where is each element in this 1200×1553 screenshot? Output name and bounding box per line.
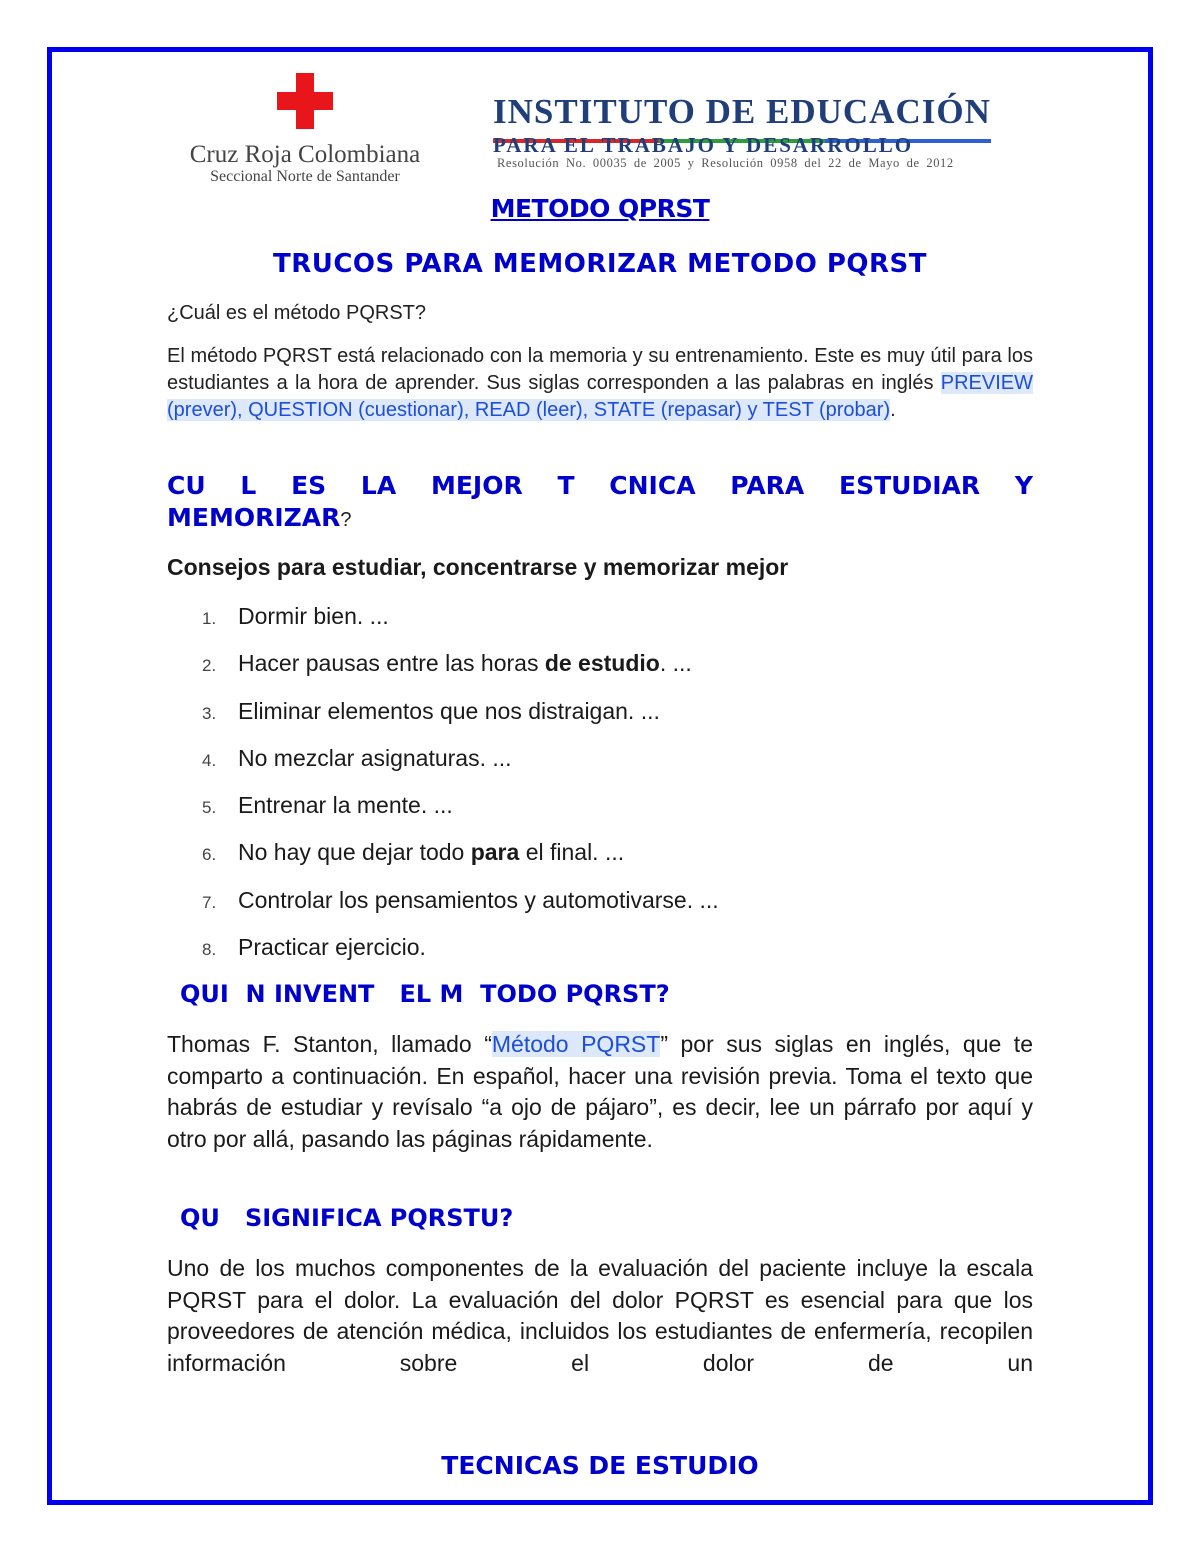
list-item: 2. Hacer pausas entre las horas de estudio. ...: [202, 650, 692, 676]
cruz-roja-subtitle: Seccional Norte de Santander: [210, 168, 400, 185]
institute-subtitle: PARA EL TRABAJO Y DESARROLLO: [493, 133, 914, 157]
meaning-paragraph: Uno de los muchos componentes de la evaluación del paciente incluye la escala PQRST para el dolor. La evaluación del dolor PQRST es esencial para que los proveedores de atención médica, incluidos los estudiantes de enfermería, recopilen información sobre el dolor de un: [167, 1255, 1033, 1376]
institute-title: INSTITUTO DE EDUCACIÓN: [493, 92, 991, 131]
institute-resolution: Resolución No. 00035 de 2005 y Resolución 0958 del 22 de Mayo de 2012: [497, 156, 954, 170]
list-item: 3. Eliminar elementos que nos distraigan. ...: [202, 698, 660, 724]
inventor-paragraph: Thomas F. Stanton, llamado “Método PQRST” por sus siglas en inglés, que te comparto a continuación. En español, hacer una revisión previa. Toma el texto que habrás de estudiar y revísalo “a ojo de pájaro”, es decir, lee un párrafo por aquí y otro por allá, pasando las páginas rápidamente.: [167, 1031, 1033, 1152]
inventor-heading: QUI N INVENT EL M TODO PQRST?: [180, 980, 670, 1008]
main-title: METODO QPRST: [490, 194, 710, 223]
best-technique-heading-line1: CU L ES LA MEJOR T CNICA PARA ESTUDIAR Y: [167, 471, 1033, 500]
footer-title: TECNICAS DE ESTUDIO: [441, 1451, 759, 1480]
sub-title: TRUCOS PARA MEMORIZAR METODO PQRST: [272, 249, 927, 279]
list-item: 6. No hay que dejar todo para el final. ...: [202, 839, 625, 865]
metodo-link-highlight: Método PQRST: [491, 1031, 661, 1057]
list-item: 5. Entrenar la mente. ...: [202, 792, 453, 818]
list-item: 1. Dormir bien. ...: [202, 603, 389, 629]
list-item: 7. Controlar los pensamientos y automotivarse. ...: [202, 887, 719, 913]
best-technique-heading-line2: MEMORIZAR?: [167, 503, 352, 532]
intro-paragraph: El método PQRST está relacionado con la memoria y su entrenamiento. Este es muy útil para los estudiantes a la hora de aprender. Sus siglas corresponden a las palabras en inglés PREVIEW (prever), QUESTION (cuestionar), READ (leer), STATE (repasar) y TEST (probar).: [167, 345, 1033, 421]
question-heading: ¿Cuál es el método PQRST?: [167, 302, 426, 324]
list-item: 8. Practicar ejercicio.: [202, 934, 426, 960]
red-cross-icon: [277, 73, 333, 129]
acronym-highlight: PREVIEW (prever), QUESTION (cuestionar), READ (leer), STATE (repasar) y TEST (probar): [167, 372, 1033, 421]
tips-title: Consejos para estudiar, concentrarse y memorizar mejor: [167, 554, 789, 580]
list-item: 4. No mezclar asignaturas. ...: [202, 745, 512, 771]
meaning-heading: QU SIGNIFICA PQRSTU?: [180, 1204, 514, 1232]
cruz-roja-name: Cruz Roja Colombiana: [189, 141, 421, 168]
